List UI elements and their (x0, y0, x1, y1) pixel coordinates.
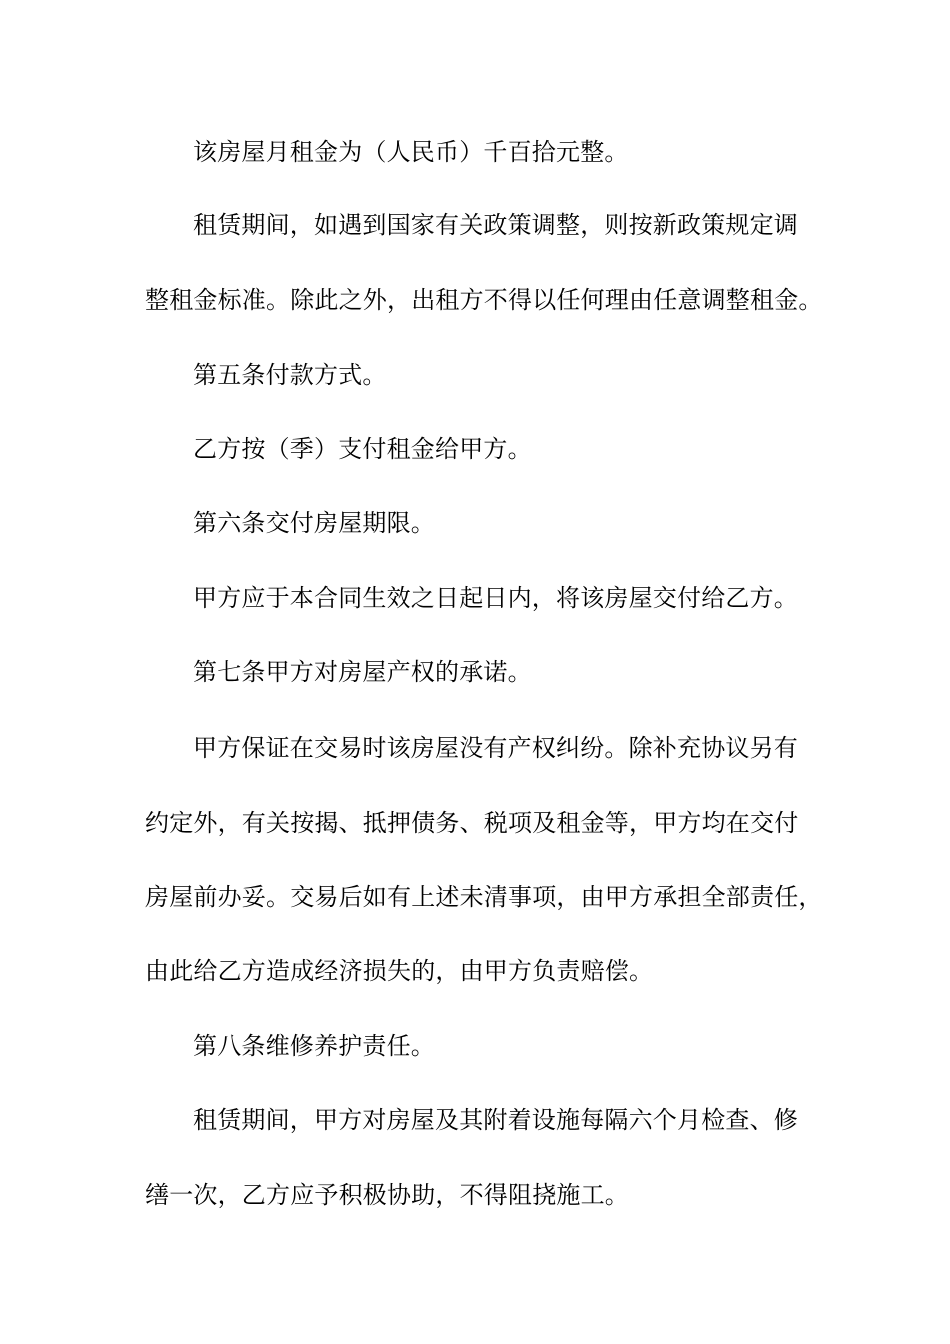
text-line: 约定外，有关按揭、抵押债务、税项及租金等，甲方均在交付 (145, 809, 799, 837)
text-line: 乙方按（季）支付租金给甲方。 (193, 435, 532, 463)
text-line: 租赁期间，甲方对房屋及其附着设施每隔六个月检查、修 (193, 1106, 798, 1134)
text-line: 第八条维修养护责任。 (193, 1032, 435, 1060)
text-line: 第七条甲方对房屋产权的承诺。 (193, 658, 532, 686)
text-line: 租赁期间，如遇到国家有关政策调整，则按新政策规定调 (193, 211, 798, 239)
text-line: 第五条付款方式。 (193, 361, 387, 389)
text-line: 房屋前办妥。交易后如有上述未清事项，由甲方承担全部责任， (145, 883, 823, 911)
text-line: 整租金标准。除此之外，出租方不得以任何理由任意调整租金。 (145, 286, 823, 314)
text-line: 甲方应于本合同生效之日起日内，将该房屋交付给乙方。 (193, 584, 798, 612)
text-line: 缮一次，乙方应予积极协助，不得阻挠施工。 (145, 1181, 629, 1209)
text-line: 甲方保证在交易时该房屋没有产权纠纷。除补充协议另有 (193, 734, 798, 762)
text-line: 由此给乙方造成经济损失的，由甲方负责赔偿。 (145, 957, 654, 985)
text-line: 第六条交付房屋期限。 (193, 509, 435, 537)
text-line: 该房屋月租金为（人民币）千百拾元整。 (193, 138, 629, 166)
